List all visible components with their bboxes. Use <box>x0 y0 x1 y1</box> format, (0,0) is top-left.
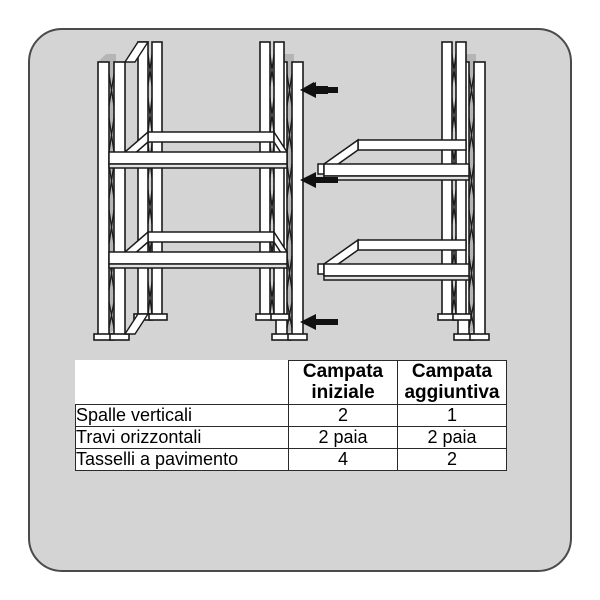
upright-left-front <box>94 54 129 340</box>
cell-tasselli-a-pavimento-additional: 2 <box>398 448 507 470</box>
column-header-initial-line1: Campata <box>302 361 384 382</box>
cell-spalle-verticali-initial: 2 <box>289 404 398 426</box>
column-header-additional <box>398 361 507 405</box>
cell-spalle-verticali-additional: 1 <box>398 404 507 426</box>
table-row <box>76 426 507 448</box>
cell-tasselli-a-pavimento-initial: 4 <box>289 448 398 470</box>
column-header-initial <box>289 361 398 405</box>
table-row <box>76 404 507 426</box>
column-header-initial-line2: iniziale <box>311 382 375 404</box>
row-label-tasselli-a-pavimento: Tasselli a pavimento <box>76 448 289 470</box>
arrow-bottom <box>300 314 338 330</box>
cell-travi-orizzontali-initial: 2 paia <box>289 426 398 448</box>
cell-travi-orizzontali-additional: 2 paia <box>398 426 507 448</box>
spec-table <box>75 360 507 471</box>
table-corner-cell <box>76 361 289 405</box>
table-row <box>76 448 507 470</box>
row-label-spalle-verticali: Spalle verticali <box>76 404 289 426</box>
upright-middle-rear <box>256 42 289 320</box>
rack-assembly-diagram <box>28 28 572 572</box>
column-header-additional-line1: Campata <box>411 361 493 382</box>
column-header-additional-line2: aggiuntiva <box>404 382 500 404</box>
arrow-top <box>300 82 338 98</box>
table-header-row <box>76 361 507 405</box>
upright-left-rear <box>134 42 167 320</box>
row-label-travi-orizzontali: Travi orizzontali <box>76 426 289 448</box>
